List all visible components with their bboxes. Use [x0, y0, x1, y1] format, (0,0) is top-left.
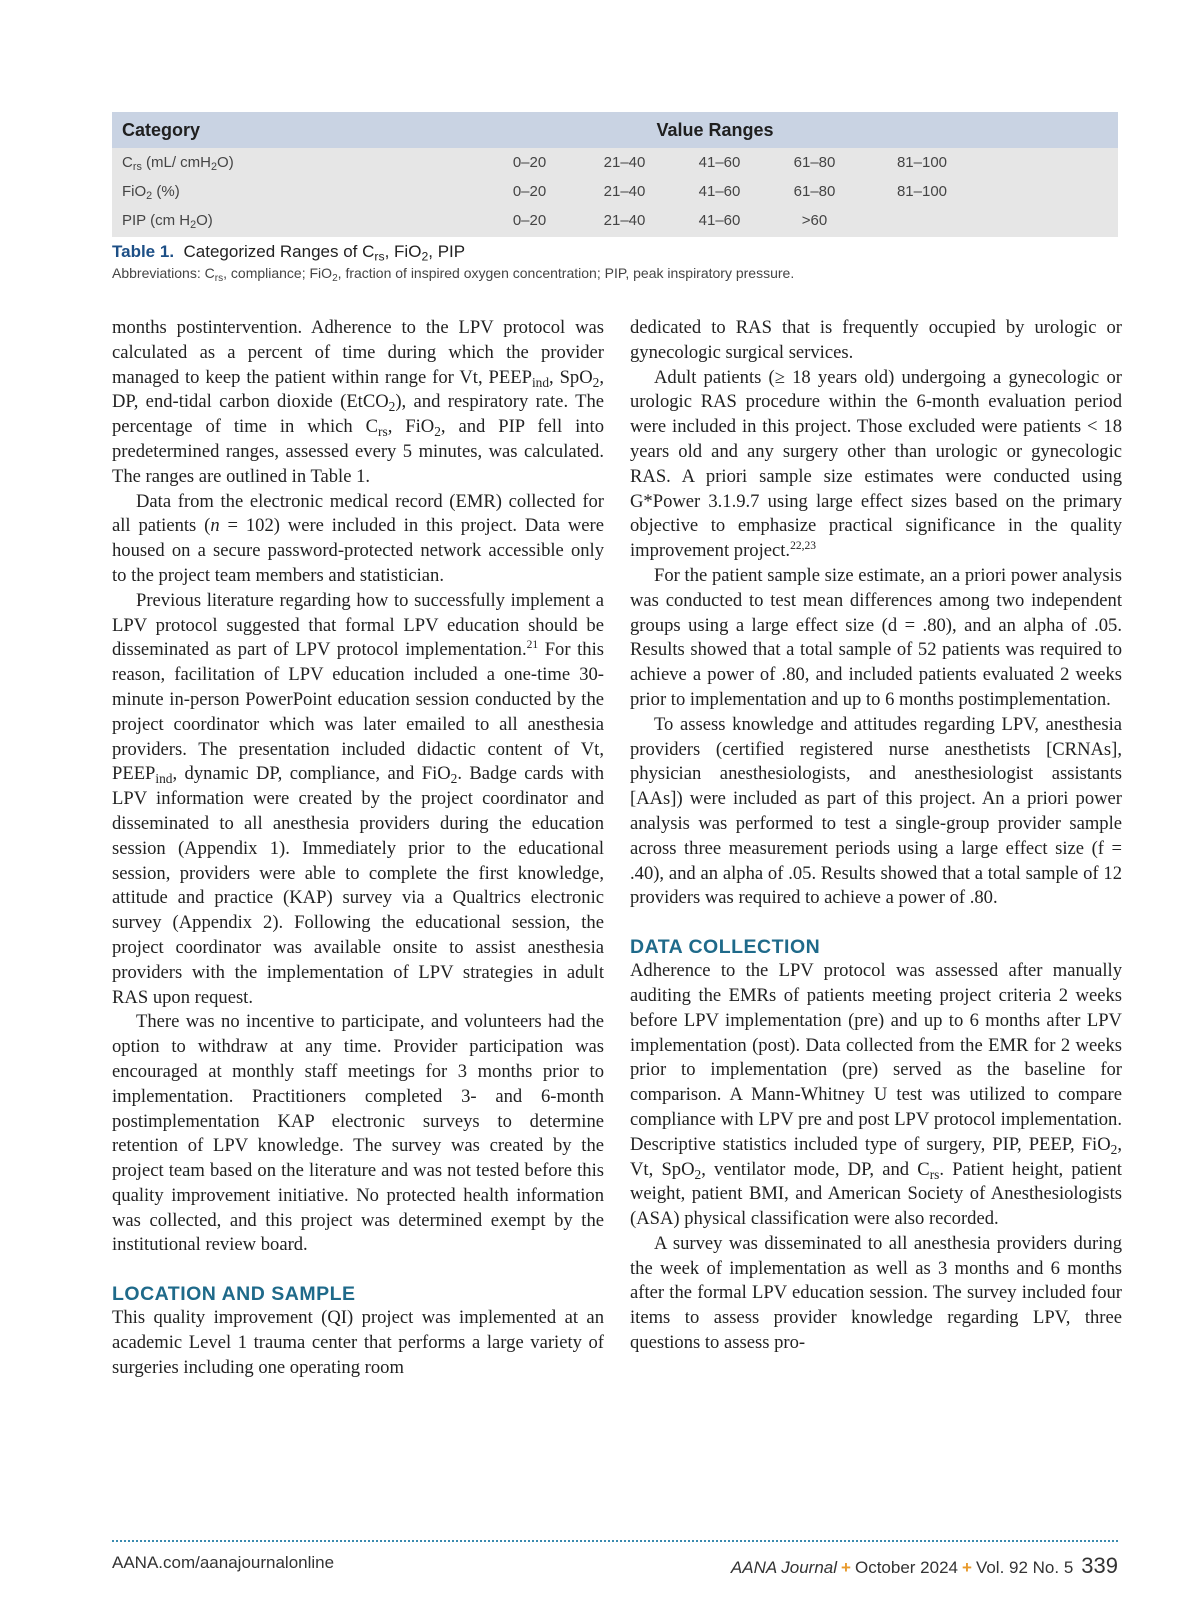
section-heading-data-collection: DATA COLLECTION [630, 936, 821, 959]
paragraph: Data from the electronic medical record (EMR) collected for all patients (n = 102) were included in this project. Data were housed on a secure password-protected network accessible only to the project team members and statistician. [112, 490, 604, 586]
row-label-fio2: FiO$_2$ (%) [122, 183, 180, 203]
table-cell: 81–100 [896, 154, 948, 171]
paragraph: dedicated to RAS that is frequently occupied by urologic or gynecologic surgical services. [630, 317, 1122, 363]
table-cell: 41–60 [698, 212, 741, 229]
table-row [112, 177, 1118, 206]
paragraph: To assess knowledge and attitudes regarding LPV, anesthesia providers (certified registered nurse anesthetists [CRNAs], physician anesthesiologists, and anesthesiologist assistants [AAs]) were included as part of this project. An a priori power analysis was performed to test a single-group provider sample across three measurement periods using a large effect size (f = .40), and an alpha of .05. Results showed that a total sample of 12 providers was required to achieve a power of .80. [630, 713, 1122, 909]
table-cell: 41–60 [698, 183, 741, 200]
plus-separator-icon: + [841, 1558, 851, 1577]
volume-number: Vol. 92 No. 5 [975, 1558, 1074, 1577]
table-cell: 61–80 [793, 154, 836, 171]
section-heading-location-and-sample: LOCATION AND SAMPLE [112, 1283, 356, 1306]
right-column [630, 316, 1122, 1356]
footer-url[interactable]: AANA.com/aanajournalonline [112, 1553, 335, 1572]
paragraph: months postintervention. Adherence to the LPV protocol was calculated as a percent of time during which the provider managed to keep the patient within range for Vt, $PEEP_{ind}$, SpO$_2$, DP, end-tidal carbon dioxide (EtCO$_2$), and respiratory rate. The percentage of time in which $C_{rs}$, FiO$_2$, and PIP fell into predetermined ranges, assessed every 5 minutes, was calculated. The ranges are outlined in Table 1. [112, 317, 604, 487]
table-1 [112, 112, 1118, 237]
table-cell: >60 [801, 212, 828, 229]
paragraph: A survey was disseminated to all anesthesia providers during the week of implementation as well as 3 months and 6 months after the formal LPV education session. The survey included four items to assess provider knowledge regarding LPV, three questions to assess pro- [630, 1232, 1122, 1354]
left-column [112, 316, 604, 1381]
header-category: Category [112, 112, 482, 148]
row-label-pip: PIP (cm $H_2O$) [122, 212, 213, 232]
paragraph: Adherence to the LPV protocol was assessed after manually auditing the EMRs of patients meeting project criteria 2 weeks before LPV implementation (pre) and up to 6 months after LPV implementation (post). Data collected from the EMR for 2 weeks prior to implementation (pre) served as the baseline for comparison. A Mann-Whitney U test was utilized to compare compliance with LPV pre and post LPV protocol implementation. Descriptive statistics included type of surgery, PIP, PEEP, FiO$_2$, Vt, SpO$_2$, ventilator mode, DP, and $C_{rs}$. Patient height, patient weight, patient BMI, and American Society of Anesthesiologists (ASA) physical classification were also recorded. [630, 960, 1122, 1230]
plus-separator-icon: + [962, 1558, 972, 1577]
table-cell: 41–60 [698, 154, 741, 171]
paragraph: For the patient sample size estimate, an a priori power analysis was conducted to test mean differences among two independent groups using a large effect size (d = .80), and an alpha of .05. Results showed that a total sample of 52 patients was required to achieve a power of .80, and included patients evaluated 2 weeks prior to implementation and up to 6 months postimplementation. [630, 564, 1122, 710]
paragraph: Previous literature regarding how to successfully implement a LPV protocol suggested that formal LPV education should be disseminated as part of LPV protocol implementation.$^{21}$ For this reason, facilitation of LPV education included a one-time 30-minute in-person PowerPoint education session conducted by the project coordinator which was later emailed to all anesthesia providers. The presentation included didactic content of Vt, $PEEP_{ind}$, dynamic DP, compliance, and FiO$_2$. Badge cards with LPV information were created by the project coordinator and disseminated to all anesthesia providers during the education session (Appendix 1). Immediately prior to the educational session, providers were able to complete the first knowledge, attitude and practice (KAP) survey via a Qualtrics electronic survey (Appendix 2). Following the educational session, the project coordinator was available onsite to assist anesthesia providers with the implementation of LPV strategies in adult RAS upon request. [112, 589, 604, 1008]
table-row [112, 206, 1118, 237]
table-cell: 61–80 [793, 183, 836, 200]
table-cell: 0–20 [512, 183, 547, 200]
paragraph: This quality improvement (QI) project was implemented at an academic Level 1 trauma center that performs a large variety of surgeries including one operating room [112, 1307, 604, 1378]
page-number: 339 [1081, 1553, 1118, 1578]
table-cell: 0–20 [512, 154, 547, 171]
citation-ref[interactable]: 22,23 [790, 540, 816, 553]
caption-title: Table 1. Categorized Ranges of $C_{rs}$, FiO$_2$, PIP [112, 242, 466, 264]
table-row [112, 148, 1118, 177]
footer-divider [112, 1540, 1118, 1542]
issue-date: October 2024 [854, 1558, 958, 1577]
table-cell [862, 206, 982, 237]
caption-abbreviations: Abbreviations: $C_{rs}$, compliance; FiO$_2$, fraction of inspired oxygen concentration; PIP, peak inspiratory pressure. [112, 265, 795, 285]
citation-ref[interactable]: 21 [526, 639, 539, 652]
ranges-table [112, 112, 1118, 237]
table-cell: 21–40 [603, 212, 646, 229]
footer-citation [731, 1553, 1118, 1579]
paragraph: Adult patients (≥ 18 years old) undergoing a gynecologic or urologic RAS procedure within the 6-month evaluation period were included in this project. Those excluded were patients < 18 years old and any surgery other than urologic or gynecologic RAS. A priori sample size estimates were conducted using G*Power 3.1.9.7 using large effect sizes based on the primary objective to emphasize practical significance in the quality improvement project.$^{22,23}$ [630, 366, 1122, 562]
table-cell: 0–20 [512, 212, 547, 229]
paragraph: There was no incentive to participate, and volunteers had the option to withdraw at any time. Provider participation was encouraged at monthly staff meetings for 3 months prior to implementation. Practitioners completed 3- and 6-month postimplementation KAP electronic surveys to determine retention of LPV knowledge. The survey was created by the project team based on the literature and was not tested before this quality improvement initiative. No protected health information was collected, and this project was determined exempt by the institutional review board. [112, 1011, 604, 1256]
journal-name: AANA Journal [730, 1558, 838, 1577]
table-caption [112, 242, 1118, 285]
table-cell: 81–100 [896, 183, 948, 200]
row-label-crs: $C_{rs}$ (mL/ cmH$_2$O) [122, 154, 234, 174]
table-cell: 21–40 [603, 154, 646, 171]
table-cell: 21–40 [603, 183, 646, 200]
header-value-ranges: Value Ranges [482, 112, 1118, 148]
